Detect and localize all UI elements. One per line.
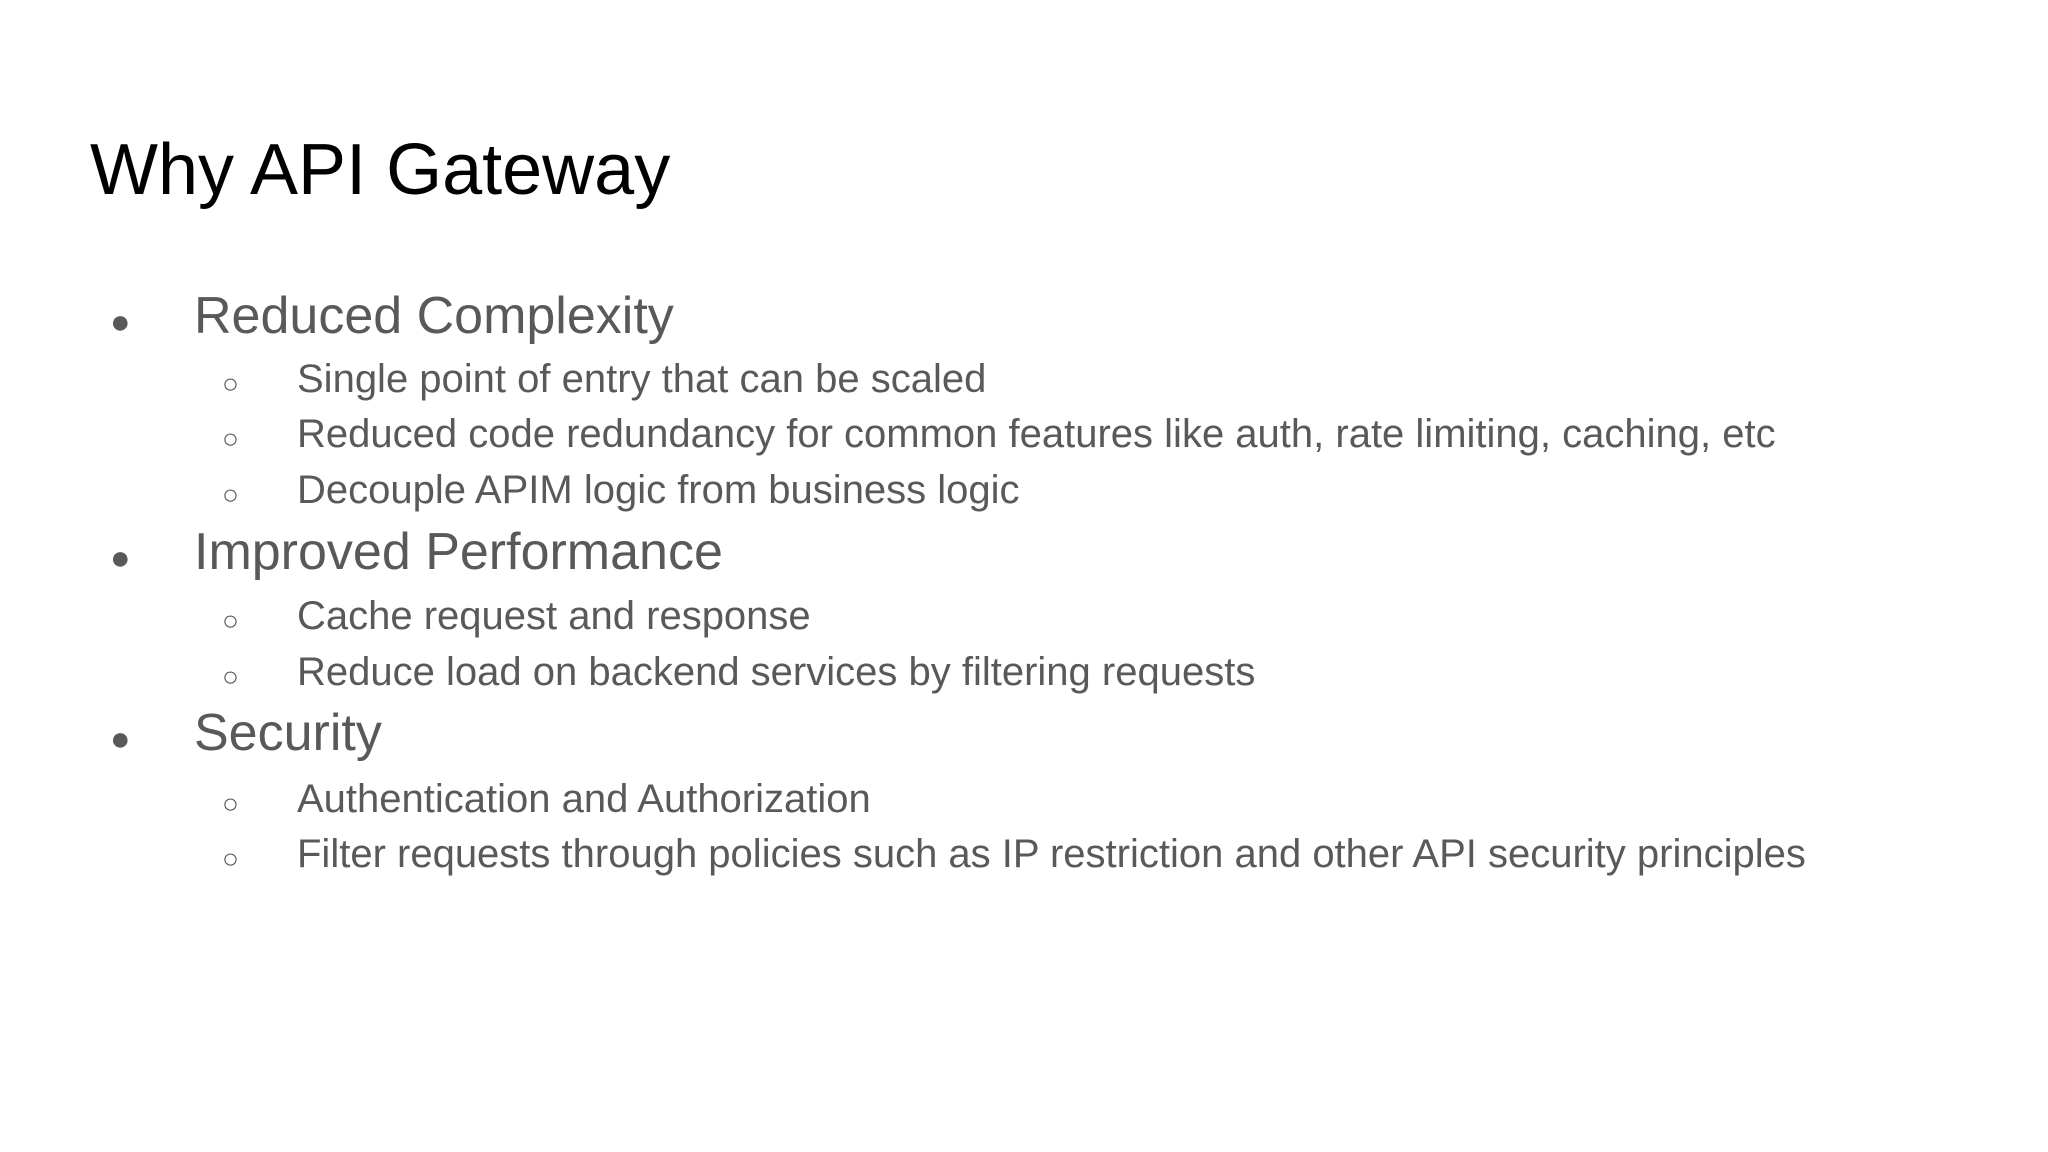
- filled-bullet-icon: ●: [110, 720, 131, 758]
- filled-bullet-icon: ●: [110, 539, 131, 577]
- hollow-bullet-icon: ○: [222, 423, 239, 454]
- hollow-bullet-icon: ○: [222, 605, 239, 636]
- sub-bullet-text: Single point of entry that can be scaled: [297, 357, 987, 401]
- sub-bullet-text: Cache request and response: [297, 594, 811, 638]
- bullet-heading: Reduced Complexity: [194, 287, 674, 345]
- hollow-bullet-icon: ○: [222, 368, 239, 399]
- hollow-bullet-icon: ○: [222, 661, 239, 692]
- sub-bullet-text: Filter requests through policies such as IP restriction and other API security principles: [297, 832, 1806, 876]
- bullet-heading: Security: [194, 704, 382, 762]
- slide-title: Why API Gateway: [90, 130, 671, 210]
- bullet-heading: Improved Performance: [194, 523, 723, 581]
- sub-bullet-text: Reduce load on backend services by filtering requests: [297, 650, 1256, 694]
- sub-bullet-text: Reduced code redundancy for common features like auth, rate limiting, caching, etc: [297, 412, 1776, 456]
- sub-bullet-text: Authentication and Authorization: [297, 777, 871, 821]
- hollow-bullet-icon: ○: [222, 479, 239, 510]
- filled-bullet-icon: ●: [110, 303, 131, 341]
- sub-bullet-text: Decouple APIM logic from business logic: [297, 468, 1020, 512]
- hollow-bullet-icon: ○: [222, 843, 239, 874]
- hollow-bullet-icon: ○: [222, 788, 239, 819]
